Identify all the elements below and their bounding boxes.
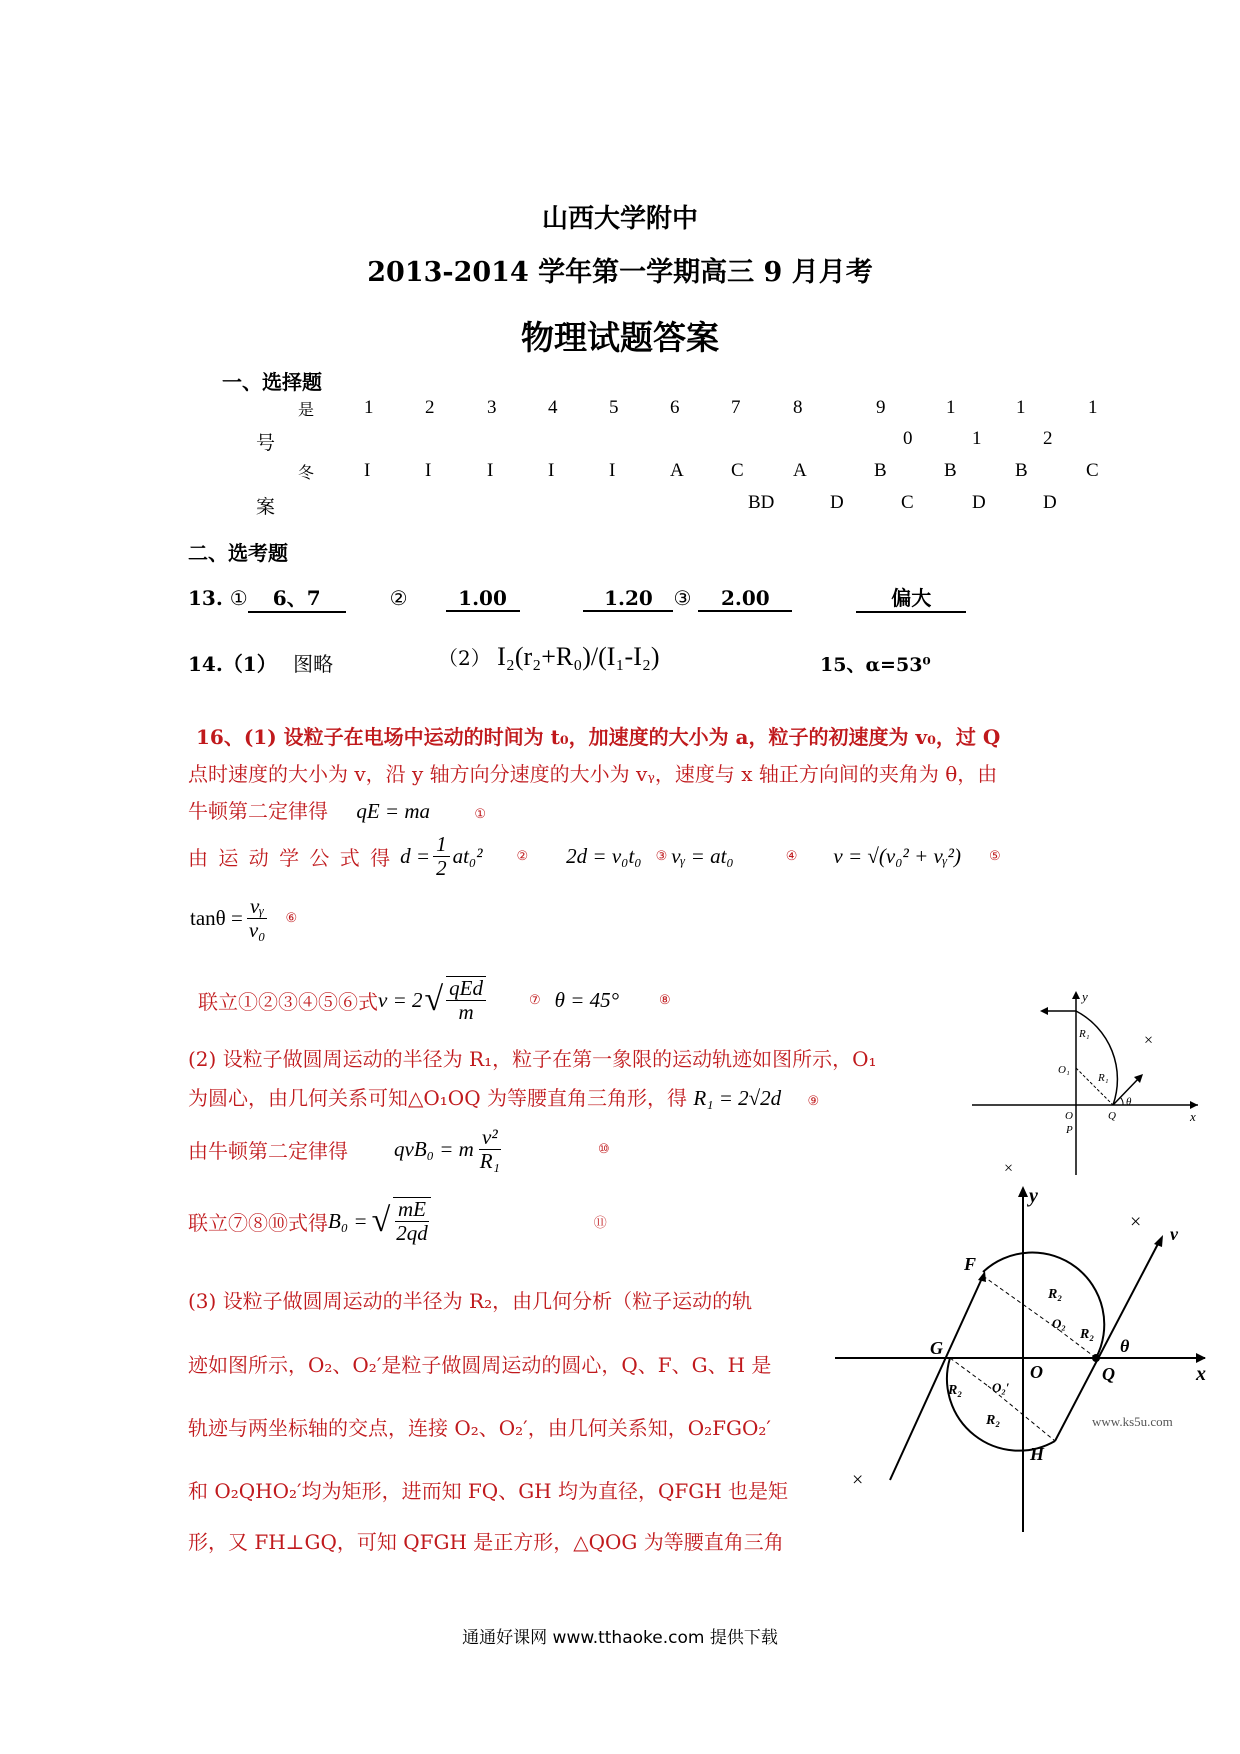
eq-tan-num: vᵧ: [247, 895, 267, 919]
eq-half-den: 2: [436, 856, 447, 881]
q16-line-15: 形，又 FH⊥GQ，可知 QFGH 是正方形，△QOG 为等腰直角三角: [188, 1530, 784, 1554]
eq-r1: R₁ = 2√2d: [693, 1086, 782, 1110]
fig2-r2-label: R₂: [1080, 1327, 1095, 1342]
fig2-y-label: y: [1029, 1185, 1038, 1207]
eq-tan-den: v₀: [248, 918, 266, 943]
eq-at: at₀²: [452, 844, 483, 869]
fig2-g-label: G: [930, 1338, 943, 1358]
fig1-field-mark: ×: [1144, 1032, 1154, 1049]
question-number: 6: [670, 397, 680, 418]
fig2-v-label: v: [1170, 1224, 1178, 1244]
q16-line-2: 点时速度的大小为 v，沿 y 轴方向分速度的大小为 vᵧ，速度与 x 轴正方向间的夹角为 θ，由: [188, 762, 998, 786]
answer-cell: I: [548, 460, 555, 481]
eq-v2-frac: [446, 976, 486, 1024]
answer-cell: C: [1086, 460, 1099, 481]
fig1-theta-label: θ: [1126, 1096, 1132, 1108]
fig2-field-mark: ×: [1130, 1211, 1142, 1233]
eq-half-num: 1: [433, 833, 450, 857]
row-label: 冬: [298, 465, 315, 482]
q14-formula: I₂(r₂+R₀)/(I₁-I₂): [497, 642, 660, 671]
fig1-p-label: P: [1066, 1124, 1073, 1136]
answer-cell: D: [972, 492, 986, 513]
q16-line-8: [188, 1082, 819, 1111]
answer-cell: I: [487, 460, 494, 481]
eq-2d: 2d = v₀t₀: [566, 844, 642, 869]
q16-line-4: [188, 833, 1001, 880]
q14-part1: 图略: [293, 652, 334, 676]
eq-qvb: qvB₀ = m: [394, 1137, 474, 1162]
q16-line-8-text: 为圆心，由几何关系可知△O₁OQ 为等腰直角三角形，得: [188, 1086, 687, 1110]
eq-b0: B₀ =: [328, 1208, 368, 1233]
q15-answer: 15、α=53⁰: [820, 654, 931, 676]
eq-v2-den: m: [458, 1000, 474, 1025]
q16-line-10: 联立⑦⑧⑩式得 B₀ = √ $\frac{mE}{2qd}$ ⑪: [188, 1197, 607, 1246]
q13-line: [188, 582, 966, 613]
section-1-heading: 一、选择题: [222, 370, 322, 394]
fig2-watermark: www.ks5u.com: [1092, 1414, 1173, 1429]
eq-qvb-den: R₁: [479, 1149, 500, 1174]
q13-answer-5: 偏大: [856, 582, 966, 613]
answer-cell: A: [793, 460, 807, 481]
figure-1-diagram: [960, 985, 1205, 1175]
fig2-q-label: Q: [1102, 1364, 1115, 1384]
q16-line-9-text: 由牛顿第二定律得: [188, 1139, 348, 1164]
question-number: 1: [972, 428, 982, 449]
eq-newton: qE = ma: [356, 799, 431, 823]
question-number: 4: [548, 397, 558, 418]
question-number: 2: [1043, 428, 1053, 449]
q16-line-13: 轨迹与两坐标轴的交点，连接 O₂、O₂′，由几何关系知，O₂FGO₂′: [188, 1416, 771, 1440]
answer-cell: B: [874, 460, 887, 481]
question-number: 3: [487, 397, 497, 418]
eq-b0-den: 2qd: [396, 1221, 428, 1246]
eq-marker: ④: [785, 849, 798, 865]
eq-tan: tanθ =: [190, 906, 243, 931]
eq-marker: ⑧: [659, 992, 671, 1008]
fig2-o2-label: O₂: [1052, 1316, 1066, 1331]
q16-line-5: [190, 895, 297, 942]
eq-tan-frac: [246, 895, 269, 942]
q13-mark-1: ①: [229, 586, 248, 610]
fig2-track-left: [890, 1276, 983, 1480]
q16-line-1: 16、(1) 设粒子在电场中运动的时间为 t₀，加速度的大小为 a，粒子的初速度为 v₀，过 Q: [196, 725, 1001, 749]
q14-number: 14.（1）: [188, 652, 277, 676]
exam-title: 2013-2014 学年第一学期高三 9 月月考: [367, 257, 873, 288]
eq-marker: ⑨: [807, 1094, 820, 1109]
row-label: 案: [256, 497, 276, 518]
fig1-o1-label: O₁: [1058, 1064, 1070, 1076]
q14-line: [188, 648, 333, 677]
question-number: 5: [609, 397, 619, 418]
q16-line-7: (2) 设粒子做圆周运动的半径为 R₁，粒子在第一象限的运动轨迹如图所示，O₁: [188, 1047, 877, 1071]
eq-qvb-num: v²: [479, 1126, 501, 1150]
question-number: 0: [903, 428, 913, 449]
fig2-f-label: F: [964, 1254, 977, 1274]
section-2-heading: 二、选考题: [188, 541, 288, 565]
answer-cell: I: [364, 460, 371, 481]
answer-cell: C: [901, 492, 914, 513]
fig2-arc-upper: [983, 1253, 1104, 1358]
fig1-q-label: Q: [1108, 1110, 1116, 1122]
fig1-field-mark: ×: [1004, 1160, 1014, 1175]
fig2-x-label: x: [1196, 1363, 1206, 1385]
question-number: 1: [1016, 397, 1026, 418]
eq-theta: θ = 45°: [554, 987, 620, 1012]
question-number: 2: [425, 397, 435, 418]
q13-answer-2: 1.00: [446, 586, 520, 612]
answer-cell: B: [944, 460, 957, 481]
q13-mark-3: ③: [673, 586, 692, 610]
q13-answer-4: 2.00: [698, 586, 792, 612]
fig2-track-right: [1055, 1240, 1160, 1441]
question-number: 1: [1088, 397, 1098, 418]
eq-d: d =: [400, 844, 431, 869]
eq-half: [433, 833, 450, 880]
fig2-r2-label: R₂: [948, 1383, 963, 1398]
q16-line-6-text: 联立①②③④⑤⑥式: [198, 989, 378, 1014]
q14-part2: [438, 642, 660, 672]
q13-number: 13.: [188, 586, 223, 610]
answer-cell: A: [670, 460, 684, 481]
q13-answer-3: 1.20: [583, 586, 673, 612]
answer-cell: I: [425, 460, 432, 481]
fig1-arc: [1076, 1011, 1117, 1105]
question-number: 1: [364, 397, 374, 418]
answer-cell: BD: [748, 492, 775, 513]
question-number: 8: [793, 397, 803, 418]
eq-v2: v = 2: [378, 987, 423, 1012]
eq-marker: ①: [474, 807, 487, 822]
fig2-h-label: H: [1030, 1444, 1045, 1464]
q16-line-6: 联立①②③④⑤⑥式 v = 2 √ $\frac{\text{qEd}}{m}$ ⑦ θ = 45° ⑧: [198, 976, 671, 1025]
answer-cell: C: [731, 460, 744, 481]
fig1-r1-label: R₁: [1079, 1028, 1090, 1040]
eq-marker: ⑤: [988, 849, 1001, 865]
eq-marker: ⑪: [593, 1215, 607, 1231]
q16-line-4-text: 由 运 动 学 公 式 得: [188, 846, 393, 871]
eq-qvb-frac: [477, 1126, 503, 1173]
q13-mark-2: ②: [389, 586, 408, 610]
eq-b0-frac: [393, 1197, 431, 1245]
q16-line-10-text: 联立⑦⑧⑩式得: [188, 1210, 328, 1235]
fig1-o-label: O: [1065, 1110, 1073, 1122]
eq-marker: ⑩: [597, 1142, 610, 1158]
question-number: 7: [731, 397, 741, 418]
fig2-field-mark: ×: [852, 1469, 864, 1491]
eq-marker: ⑦: [529, 992, 541, 1008]
fig2-o-label: O: [1030, 1362, 1043, 1382]
answer-cell: I: [609, 460, 616, 481]
q16-line-12: 迹如图所示，O₂、O₂′是粒子做圆周运动的圆心，Q、F、G、H 是: [188, 1353, 772, 1377]
fig1-y-label: y: [1082, 989, 1088, 1004]
fig2-theta-label: θ: [1120, 1336, 1130, 1356]
figure-2-diagram: [830, 1180, 1210, 1535]
fig2-r2-label: R₂: [986, 1413, 1001, 1428]
q16-line-11: (3) 设粒子做圆周运动的半径为 R₂，由几何分析（粒子运动的轨: [188, 1289, 753, 1313]
eq-v2-num: qEd: [446, 977, 486, 1001]
q16-line-14: 和 O₂QHO₂′均为矩形，进而知 FQ、GH 均为直径，QFGH 也是矩: [188, 1479, 789, 1503]
fig1-r1-label: R₁: [1098, 1072, 1109, 1084]
row-label: 号: [256, 433, 276, 454]
fig1-x-label: x: [1190, 1109, 1196, 1124]
answer-cell: D: [1043, 492, 1057, 513]
q14-part2-label: （2）: [438, 646, 491, 670]
row-label: 是: [298, 402, 315, 419]
q16-line-9: [188, 1126, 610, 1173]
question-number: 1: [946, 397, 956, 418]
fig2-point-q: [1092, 1354, 1100, 1362]
eq-marker: ③: [655, 849, 668, 865]
answer-cell: D: [830, 492, 844, 513]
fig2-o2p-label: O₂′: [992, 1380, 1010, 1395]
eq-marker: ⑥: [285, 911, 298, 927]
eq-vy: vᵧ = at₀: [671, 844, 734, 869]
fig2-r2-label: R₂: [1048, 1287, 1063, 1302]
question-number: 9: [876, 397, 886, 418]
q16-line-3: [188, 795, 486, 824]
page-title: 物理试题答案: [521, 318, 719, 357]
eq-b0-num: mE: [395, 1198, 429, 1222]
q16-line-3-text: 牛顿第二定律得: [188, 799, 328, 823]
footer: 通通好课网 www.tthaoke.com 提供下载: [462, 1628, 778, 1648]
school-name: 山西大学附中: [541, 204, 698, 234]
eq-marker: ②: [516, 849, 529, 865]
eq-v: v = √(v₀² + vᵧ²): [833, 844, 961, 869]
answer-cell: B: [1015, 460, 1028, 481]
q13-answer-1: 6、7: [248, 582, 346, 613]
